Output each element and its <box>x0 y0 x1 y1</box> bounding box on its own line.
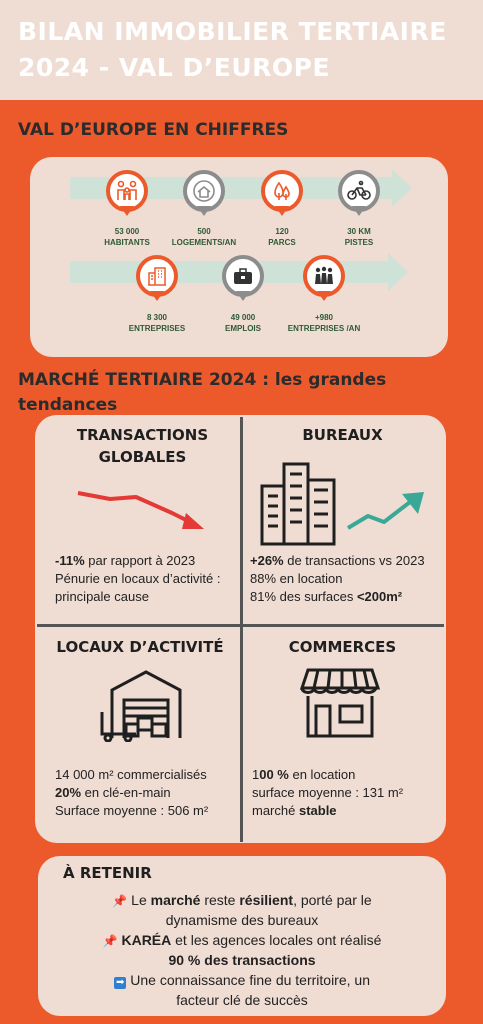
stat-logements: 500 LOGEMENTS/AN <box>171 227 237 247</box>
retenir-line-3: 📌 KARÉA et les agences locales ont réalisé <box>48 930 436 951</box>
stat-pin-entreprises-an <box>303 255 345 297</box>
pushpin-icon: 📌 <box>102 934 118 948</box>
stat-entreprises-an: +980 ENTREPRISES /AN <box>287 313 361 333</box>
stat-parcs: 120 PARCS <box>268 227 296 247</box>
retenir-line-4: 90 % des transactions <box>168 952 316 968</box>
stat-pin-parcs <box>261 170 303 212</box>
transactions-title: TRANSACTIONS GLOBALES <box>76 426 209 466</box>
retenir-line-2: dynamisme des bureaux <box>165 912 319 928</box>
bureaux-text: +26% de transactions vs 2023 88% en location 81% des surfaces <200m² <box>250 553 425 604</box>
shop-icon <box>300 666 380 740</box>
page-title: BILAN IMMOBILIER TERTIAIRE 2024 - VAL D’EUROPE <box>18 17 447 82</box>
bureaux-title: BUREAUX <box>302 426 383 444</box>
locaux-title: LOCAUX D’ACTIVITÉ <box>56 638 224 656</box>
up-trend-arrow-icon <box>344 488 426 534</box>
stat-pistes: 30 KM PISTES <box>344 227 374 247</box>
stat-pin-emplois <box>222 255 264 297</box>
warehouse-icon <box>98 668 184 742</box>
people-group-icon <box>312 264 336 288</box>
pushpin-icon: 📌 <box>112 894 128 908</box>
locaux-text: 14 000 m² commercialisés 20% en clé-en-main Surface moyenne : 506 m² <box>55 767 209 818</box>
section-title-marche: MARCHÉ TERTIAIRE 2024 : les grandes tendances <box>18 370 387 415</box>
building-icon <box>146 265 168 287</box>
stat-pin-pistes <box>338 170 380 212</box>
arrow-right-icon: ➡ <box>116 977 125 988</box>
down-trend-arrow-icon <box>74 485 208 533</box>
stat-pin-entreprises <box>136 255 178 297</box>
commerces-text: 100 % en location surface moyenne : 131 m² marché stable <box>252 767 404 818</box>
office-buildings-icon <box>258 458 340 548</box>
retenir-title: À RETENIR <box>63 864 152 882</box>
house-icon <box>192 179 216 203</box>
header-banner <box>0 0 483 100</box>
commerces-title: COMMERCES <box>288 638 397 656</box>
stat-habitants: 53 000 HABITANTS <box>104 227 150 247</box>
transactions-text: -11% par rapport à 2023 Pénurie en locaux d’activité : principale cause <box>55 553 221 604</box>
family-icon <box>114 178 140 204</box>
retenir-line-6: facteur clé de succès <box>176 992 308 1008</box>
grid-divider-vertical <box>240 417 243 842</box>
grid-divider-horizontal <box>37 624 444 627</box>
stat-entreprises: 8 300 ENTREPRISES <box>128 313 186 333</box>
bicycle-icon <box>346 178 372 204</box>
stat-pin-logements <box>183 170 225 212</box>
retenir-line-5: ➡ Une connaissance fine du territoire, un <box>116 972 370 988</box>
trees-icon <box>270 179 294 203</box>
stat-emplois: 49 000 EMPLOIS <box>224 313 261 333</box>
stat-pin-habitants <box>106 170 148 212</box>
retenir-line-1: 📌 Le marché reste résilient, porté par le <box>48 890 436 911</box>
section-title-chiffres: VAL D’EUROPE EN CHIFFRES <box>18 120 289 140</box>
briefcase-icon <box>232 265 254 287</box>
